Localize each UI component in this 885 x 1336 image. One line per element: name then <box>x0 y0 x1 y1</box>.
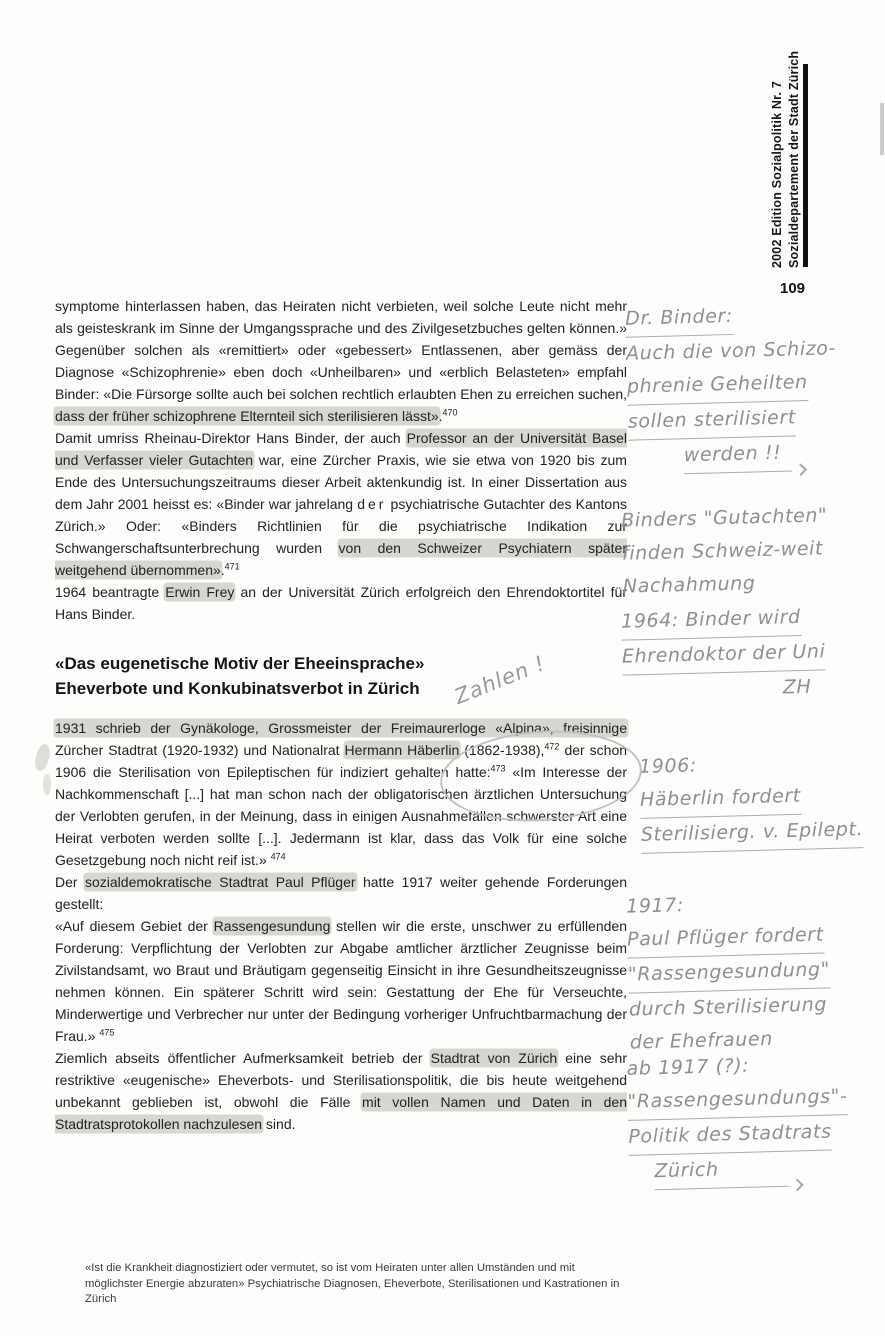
text-run: 1964 beantragte <box>55 584 166 600</box>
imprint-rule <box>803 64 808 267</box>
paragraph-binder-quote <box>55 295 627 427</box>
footnote-marker: 474 <box>270 851 286 862</box>
margin-note-line: Paul Pflüger fordert <box>627 919 825 959</box>
margin-note-line: Nachahmung <box>622 572 756 598</box>
highlight-smudge <box>43 774 51 795</box>
footnote-marker: 472 <box>544 741 560 752</box>
paragraph-stadtrat-politik <box>55 1047 627 1135</box>
footnote-marker: 475 <box>99 1027 115 1038</box>
paragraph-pflueger-intro <box>55 871 627 915</box>
margin-note-line: Politik des Stadtrats <box>628 1116 832 1156</box>
paragraph-binder-praxis <box>55 427 627 581</box>
highlighted-text: sozialdemokratische Stadtrat Paul Pflüger <box>85 874 356 890</box>
text-run: . <box>220 562 225 578</box>
margin-note-line: "Rassengesundung" <box>628 953 831 993</box>
text-run: war, eine Zürcher Praxis, wie sie etwa von 1920 bis zum Ende des Untersuchungszeitraums dieser Arbeit aktenkundig ist. In einer Dissertation aus dem Jahr 2001 heisst es: «Binder war jahrelang <box>55 452 627 512</box>
margin-note-line: Binders "Gutachten" <box>620 504 828 532</box>
margin-note-line: ZH <box>782 675 812 699</box>
margin-note-line: durch Sterilisierung <box>628 993 828 1021</box>
text-run: hatte 1917 weiter gehende Forderungen gestellt: <box>55 874 627 912</box>
body-text <box>55 295 627 1135</box>
text-run: Der <box>55 874 85 890</box>
margin-note-line: 1906: <box>638 754 698 778</box>
highlighted-text: Professor an der Universität Basel und Verfasser vieler Gutachten <box>55 430 627 468</box>
imprint-line-1: 2002 Edition Sozialpolitik Nr. 7 <box>770 80 784 268</box>
margin-note-line: sollen sterilisiert <box>627 401 796 440</box>
imprint-line-2: Sozialdepartement der Stadt Zürich <box>786 50 801 268</box>
margin-note-gutachten-nachahmung <box>621 499 830 603</box>
highlighted-text: 1931 schrieb der Gynäkologe, Grossmeister der Freimaurerloge «Alpina», freisinnige <box>55 720 627 736</box>
text-run: an der Universität Zürich erfolgreich den Ehrendoktortitel für Hans Binder. <box>55 584 627 622</box>
page-number: 109 <box>780 280 806 297</box>
footer-caption: «Ist die Krankheit diagnostiziert oder vermutet, so ist vom Heiraten unter allen Umständen und mit möglichster Energie abzuraten» Psychiatrische Diagnosen, Eheverbote, Sterilisationen und Kastrationen in Zürich <box>85 1262 620 1305</box>
text-run: Zürcher Stadtrat (1920-1932) und Nationalrat <box>55 742 345 758</box>
footnote-marker: 470 <box>442 407 458 418</box>
margin-note-binder-sterilisation <box>625 297 839 475</box>
margin-note-line: ab 1917 (?): <box>626 1054 750 1080</box>
margin-note-line: Zürich <box>654 1152 789 1191</box>
margin-note-ehrendoktor-1964 <box>621 600 827 708</box>
text-run: eine sehr restriktive «eugenische» Eheverbots- und Sterilisationspolitik, die bis heute weitgehend unbekannt geblieben ist, obwohl die Fälle <box>55 1050 627 1110</box>
paragraph-ehrendoktor <box>55 581 627 625</box>
footnote-marker: 471 <box>224 561 240 572</box>
scan-edge-artifact <box>880 103 884 155</box>
highlighted-text: dass der früher schizophrene Elternteil sich sterilisieren lässt» <box>55 408 439 424</box>
margin-note-rassengesundungs-politik <box>626 1047 849 1191</box>
highlighted-text: Hermann Häberlin <box>344 742 460 758</box>
margin-note-line: finden Schweiz-weit <box>621 537 824 565</box>
text-run: der <box>357 496 387 512</box>
text-run: . <box>438 408 443 424</box>
highlighted-text: mit vollen Namen und Daten in den Stadtratsprotokollen nachzulesen <box>55 1094 627 1132</box>
text-run: psychiatrische Gutachter des Kantons Zürich.» Oder: «Binders Richtlinien für die psychiatrische Indikation zur Schwangerschaftsunterbrechung wurden <box>55 496 627 556</box>
margin-note-pflueger-1917 <box>626 885 832 1059</box>
margin-note-line: "Rassengesundungs"- <box>627 1080 848 1121</box>
highlighted-text: von den Schweizer Psychiatern später weitgehend übernommen» <box>55 540 627 578</box>
margin-note-line: Ehrendoktor der Uni <box>622 635 826 675</box>
margin-note-line: der Ehefrauen <box>629 1027 774 1054</box>
zahlen-annotation: Zahlen ! <box>450 650 549 710</box>
footnote-marker: 473 <box>490 763 506 774</box>
text-run: Damit umriss Rheinau-Direktor Hans Binder, der auch <box>55 430 407 446</box>
text-run: (1862-1938), <box>459 742 545 758</box>
margin-note-haeberlin-1906 <box>639 745 864 854</box>
margin-note-line: phrenie Geheilten <box>627 366 809 406</box>
text-run: «Auf diesem Gebiet der <box>55 918 214 934</box>
margin-note-line: Auch die von Schizo- <box>625 337 837 365</box>
margin-note-line: werden !! <box>683 436 791 474</box>
heading-line-2: Eheverbote und Konkubinatsverbot in Zürich <box>55 679 420 698</box>
text-run: «Im Interesse der Nachkommenschaft [...] hat man schon nach der obligatorischen ärztlichen Untersuchung der Verlobten gerufen, in der Meinung, dass in einigen Ausnahmefällen schwerster Art eine Heirat verboten werden sollte [...]. Jedermann ist klar, dass das Volk für eine solche Gesetzgebung noch nicht reif ist.» <box>55 764 628 868</box>
highlighted-text: Erwin Frey <box>165 584 235 600</box>
text-run: sind. <box>262 1116 296 1132</box>
edition-imprint <box>769 50 802 268</box>
text-run: der schon 1906 die Sterilisation von Epileptischen für indiziert gehalten hatte: <box>55 742 628 780</box>
heading-line-1: «Das eugenetische Motiv der Eheeinsprache» <box>55 654 425 673</box>
highlight-smudge <box>33 743 52 772</box>
text-run: symptome hinterlassen haben, das Heiraten nicht verbieten, weil solche Leute nicht mehr als geisteskrank im Sinne der Umgangssprache und des Zivilgesetzbuches gelten können.» Gegenüber solchen als «remittiert» oder «gebessert» Entlassenen, aber gemäss der Diagnose «Schizophrenie» eben doch «Unheilbaren» und «erblich Belasteten» empfahl Binder: «Die Fürsorge sollte auch bei solchen rechtlich erlaubten Ehen zu erreichen suchen, <box>55 298 627 402</box>
margin-note-line: Dr. Binder: <box>625 300 734 338</box>
margin-note-line: 1964: Binder wird <box>621 601 802 641</box>
text-run: stellen wir die erste, unschwer zu erfüllenden Forderung: Verpflichtung der Verlobten zur Abgabe amtlicher ärztlicher Zeugnisse beim Zivilstandsamt, wo Braut und Bräutigam gegenseitig Einsicht in ihre Gesundheitszeugnisse nehmen können. Ein späterer Schritt wird sein: Gestattung der Ehe für Verseuchte, Minderwertige und Verbrecher nur unter der Bedingung vorheriger Unfruchtbarmachung der Frau.» <box>55 918 627 1044</box>
highlighted-text: Rassengesundung <box>213 918 331 934</box>
highlighted-text: Stadtrat von Zürich <box>430 1050 558 1066</box>
margin-note-line: Häberlin fordert <box>640 780 802 819</box>
margin-note-line: 1917: <box>625 894 685 918</box>
text-run: Ziemlich abseits öffentlicher Aufmerksamkeit betrieb der <box>55 1050 431 1066</box>
margin-note-line: Sterilisierg. v. Epilept. <box>640 813 863 854</box>
paragraph-pflueger-quote <box>55 915 627 1047</box>
